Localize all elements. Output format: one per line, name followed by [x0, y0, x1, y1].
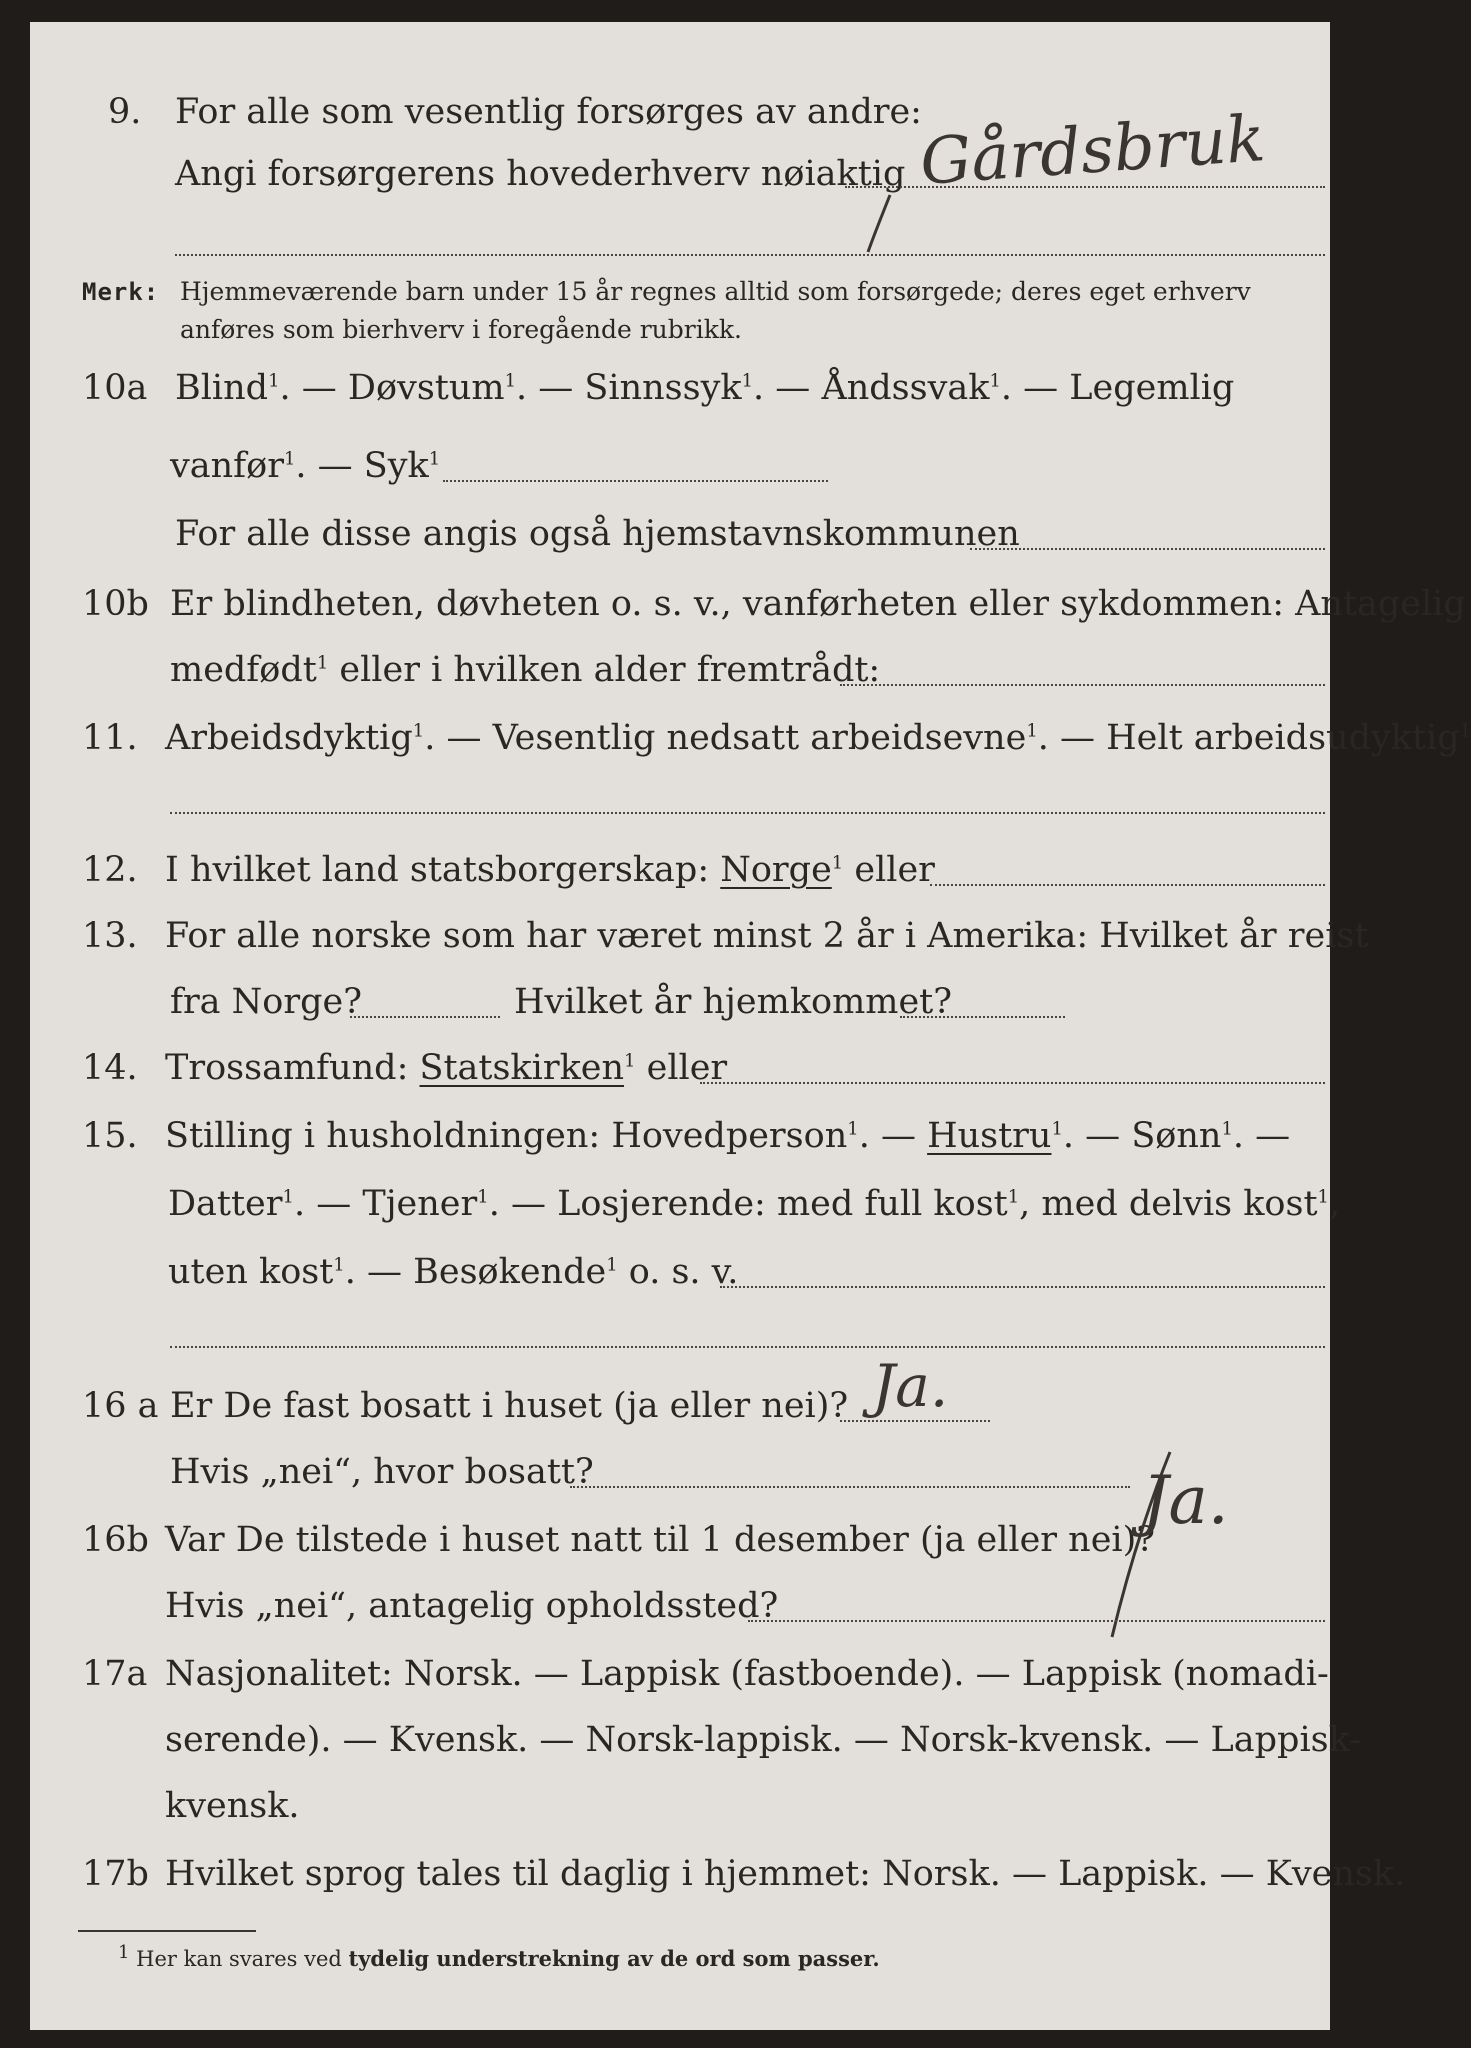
q13-year-returned-line[interactable] — [900, 1016, 1065, 1018]
q17b-number: 17b — [82, 1854, 149, 1894]
q16a-answer-line[interactable] — [840, 1420, 990, 1422]
q9-blank-line[interactable] — [175, 254, 1325, 256]
q10a-text-1: Blind$^1$. — Døvstum$^1$. — Sinnssyk$^1$. — Åndssvak$^1$. — Legemlig — [175, 368, 1235, 408]
q11-number: 11. — [82, 718, 138, 758]
q16a-text-2: Hvis „nei“, hvor bosatt? — [170, 1452, 594, 1492]
q14-text: Trossamfund: Statskirken$^1$ eller — [165, 1048, 728, 1088]
q10b-number: 10b — [82, 584, 149, 624]
q9-handwritten-answer: Gårdsbruk — [917, 102, 1268, 200]
q10b-text-2: medfødt$^1$ eller i hvilken alder fremtrådt: — [170, 650, 881, 690]
q16b-number: 16b — [82, 1520, 149, 1560]
q17a-text-3: kvensk. — [165, 1786, 300, 1826]
footnote-mark: 1 — [118, 1942, 130, 1963]
q11-answer-line[interactable] — [170, 812, 1325, 814]
q13-number: 13. — [82, 916, 138, 956]
q16a-handwritten-answer: Ja. — [872, 1352, 949, 1420]
q16b-text-2: Hvis „nei“, antagelig opholdssted? — [165, 1586, 779, 1626]
q13-right-question: Hvilket år hjemkommet? — [514, 982, 953, 1022]
q9-text-2: Angi forsørgerens hovederhverv nøiaktig — [175, 154, 906, 194]
q10a-text-2: vanfør$^1$. — Syk$^1$ — [170, 446, 441, 486]
q14-number: 14. — [82, 1048, 138, 1088]
q15-number: 15. — [82, 1116, 138, 1156]
q16a-number: 16 a — [82, 1386, 159, 1426]
footnote — [118, 1942, 880, 1972]
q15-blank-line[interactable] — [170, 1346, 1325, 1348]
q14-answer-line[interactable] — [700, 1082, 1325, 1084]
q16a-where-line[interactable] — [570, 1486, 1130, 1488]
q12-text: I hvilket land statsborgerskap: Norge$^1$ eller — [165, 850, 935, 890]
q12-norge-underlined: Norge — [720, 850, 832, 890]
q11-text: Arbeidsdyktig$^1$. — Vesentlig nedsatt arbeidsevne$^1$. — Helt arbeidsudyktig$^1$ — [165, 718, 1471, 758]
q16b-handwritten-answer: Ja. — [1142, 1462, 1229, 1539]
footnote-bold-text: tydelig understrekning av de ord som passer. — [348, 1946, 880, 1971]
q17a-number: 17a — [82, 1654, 148, 1694]
q13-year-left-line[interactable] — [350, 1016, 500, 1018]
q17a-text-1: Nasjonalitet: Norsk. — Lappisk (fastboende). — Lappisk (nomadi- — [165, 1654, 1329, 1694]
q10a-number: 10a — [82, 368, 148, 408]
q17b-text-1: Hvilket sprog tales til daglig i hjemmet: Norsk. — Lappisk. — Kvensk. — [165, 1854, 1406, 1894]
q13-text-1: For alle norske som har været minst 2 år i Amerika: Hvilket år reist — [165, 916, 1369, 956]
merk-label: Merk: — [82, 278, 160, 306]
q16b-whereabouts-line[interactable] — [748, 1620, 1325, 1622]
footnote-rule — [78, 1930, 256, 1932]
merk-text-1: Hjemmeværende barn under 15 år regnes alltid som forsørgede; deres eget erhverv — [180, 277, 1251, 306]
q15-text-3: uten kost$^1$. — Besøkende$^1$ o. s. v. — [168, 1252, 739, 1292]
q13-left-question: fra Norge? — [170, 982, 362, 1022]
q12-answer-line[interactable] — [930, 884, 1325, 886]
q9-handwritten-slash — [860, 190, 900, 260]
q15-answer-line[interactable] — [720, 1286, 1325, 1288]
merk-text-2: anføres som bierhverv i foregående rubrikk. — [180, 315, 742, 344]
q9-text-1: For alle som vesentlig forsørges av andre: — [175, 92, 922, 132]
q16a-text-1: Er De fast bosatt i huset (ja eller nei)? — [170, 1386, 849, 1426]
q10a-answer-line[interactable] — [443, 480, 828, 482]
q10b-text-1: Er blindheten, døvheten o. s. v., vanførheten eller sykdommen: Antagelig — [170, 584, 1466, 624]
q15-text-2: Datter$^1$. — Tjener$^1$. — Losjerende: med full kost$^1$, med delvis kost$^1$, — [168, 1184, 1341, 1224]
q15-text-1: Stilling i husholdningen: Hovedperson$^1$. — Hustru$^1$. — Sønn$^1$. — — [165, 1116, 1291, 1156]
q12-number: 12. — [82, 850, 138, 890]
q10a-text-3: For alle disse angis også hjemstavnskommunen — [175, 514, 1020, 554]
q14-statskirken-underlined: Statskirken — [419, 1048, 625, 1088]
q16b-text-1: Var De tilstede i huset natt til 1 desember (ja eller nei)? — [165, 1520, 1156, 1560]
q17a-text-2: serende). — Kvensk. — Norsk-lappisk. — Norsk-kvensk. — Lappisk- — [165, 1720, 1362, 1760]
q10a-home-municipality-line[interactable] — [970, 548, 1325, 550]
census-form-page — [30, 22, 1471, 2030]
q10b-answer-line[interactable] — [840, 684, 1325, 686]
footnote-text: Her kan svares ved — [136, 1947, 349, 1971]
q15-hustru-underlined: Hustru — [927, 1116, 1052, 1156]
q9-number: 9. — [108, 92, 142, 132]
